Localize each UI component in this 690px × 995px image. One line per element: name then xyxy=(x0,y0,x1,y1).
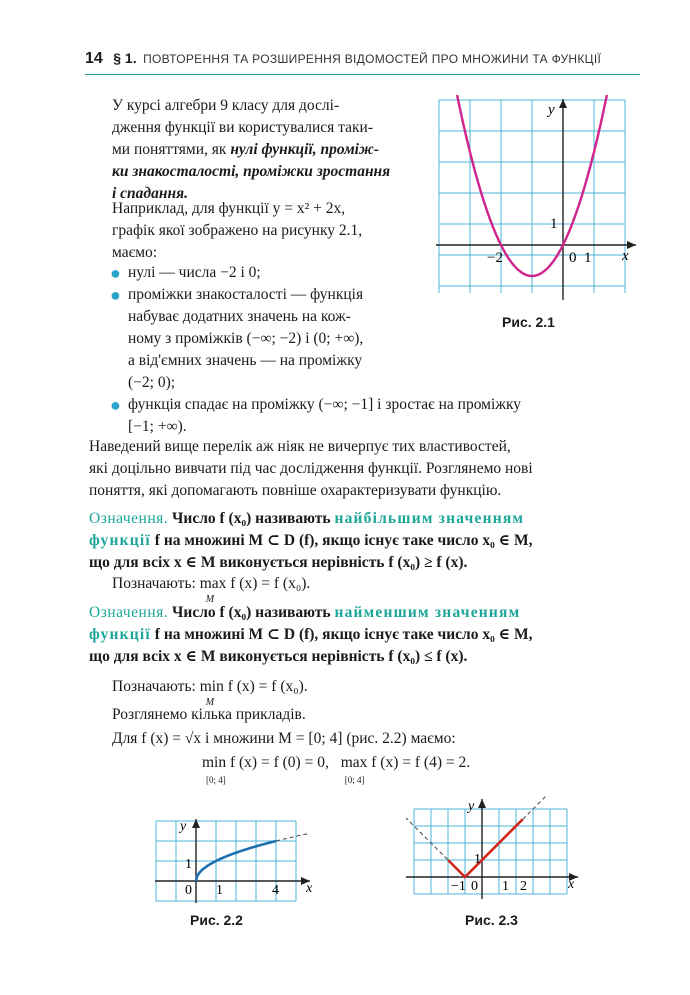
tick-label-y1: 1 xyxy=(474,852,481,867)
bullet-item-monotonic xyxy=(110,394,638,438)
examples-formulas xyxy=(202,752,632,785)
axes xyxy=(436,99,636,300)
bullet-text: ному з проміжків (−∞; −2) і (0; +∞), xyxy=(128,330,364,347)
bullet-text: (−2; 0); xyxy=(128,374,176,391)
bullet-icon: ● xyxy=(110,263,121,283)
tick-label-x1: 1 xyxy=(584,250,592,266)
formula-text: max f (x) = f (4) = 2. xyxy=(340,754,471,771)
bullet-item-zeros xyxy=(110,262,428,284)
notation-min xyxy=(112,676,512,708)
definition-label: Означення. xyxy=(89,510,169,527)
definition-min xyxy=(89,602,639,668)
y-axis-arrow xyxy=(478,799,486,808)
formula-subscript: [0; 4] xyxy=(206,775,226,785)
formula-subscript: M xyxy=(205,594,215,605)
text-line xyxy=(89,624,639,646)
tick-label-origin: 0 xyxy=(471,879,478,894)
text-line: Наприклад, для функції y = x² + 2x, xyxy=(112,200,346,217)
text-line xyxy=(89,530,639,552)
example-paragraph xyxy=(112,198,420,264)
text-span: ми поняттями, як xyxy=(112,141,231,158)
y-axis-label: y xyxy=(548,102,555,118)
text-span: Число f (x₀) називають xyxy=(168,510,335,527)
tick-label-x1: 1 xyxy=(502,879,509,894)
min-formula xyxy=(202,754,329,785)
tick-label-y1: 1 xyxy=(185,857,192,872)
bullet-icon: ● xyxy=(110,285,121,305)
tick-label-neg1: −1 xyxy=(451,879,466,894)
paragraph-2 xyxy=(89,436,639,502)
formula-subscript: M xyxy=(205,697,215,708)
text-line xyxy=(112,139,420,161)
grid xyxy=(439,100,625,293)
tick-label-x2: 2 xyxy=(520,879,527,894)
text-line: У курсі алгебри 9 класу для дослі- xyxy=(112,97,340,114)
text-line: що для всіх x ∈ M виконується нерівність f (x₀) ≥ f (x). xyxy=(89,554,468,571)
page-number: 14 xyxy=(85,50,103,67)
formula-subscript: [0; 4] xyxy=(344,775,365,785)
tick-label-x4: 4 xyxy=(272,883,279,898)
bullet-text: функція спадає на проміжку (−∞; −1] і зростає на проміжку xyxy=(128,396,522,413)
text-line: дження функції ви користувалися таки- xyxy=(112,119,373,136)
text-line: що для всіх x ∈ M виконується нерівність f (x₀) ≤ f (x). xyxy=(89,648,468,665)
text-line: поняття, які допомагають повніше охарактеризувати функцію. xyxy=(89,482,502,499)
text-line: маємо: xyxy=(112,244,158,261)
figure-2-2 xyxy=(155,815,320,905)
text-line xyxy=(89,508,639,530)
text-line: які доцільно вивчати під час дослідження функції. Розглянемо нові xyxy=(89,460,533,477)
examples-intro: Розглянемо кілька прикладів. xyxy=(112,706,306,723)
term-span: нулі функції, проміж- xyxy=(230,141,379,158)
y-axis-label: y xyxy=(468,799,475,814)
text-line: графік якої зображено на рисунку 2.1, xyxy=(112,222,363,239)
notation-label: Позначають: xyxy=(112,678,196,695)
section-number: § 1. xyxy=(113,50,137,66)
term-span: найбільшим значенням xyxy=(334,510,525,527)
abs-curve xyxy=(448,819,523,877)
tick-label-origin: 0 xyxy=(185,883,192,898)
figure-2-3 xyxy=(406,795,586,900)
header-rule xyxy=(85,74,640,75)
tick-label-x1: 1 xyxy=(216,883,223,898)
abs-curve-extension xyxy=(406,795,552,860)
examples-line: Для f (x) = √x і множини M = [0; 4] (рис. 2.2) маємо: xyxy=(112,730,456,747)
y-axis-label: y xyxy=(180,819,187,834)
y-axis-arrow xyxy=(192,819,200,828)
definition-max xyxy=(89,508,639,574)
x-axis-label: x xyxy=(568,877,575,892)
notation-formula xyxy=(199,575,311,605)
formula-text: max f (x) = f (x₀). xyxy=(199,575,311,592)
figure-2-1 xyxy=(436,95,640,330)
text-line xyxy=(89,602,639,624)
definition-label: Означення. xyxy=(89,604,169,621)
bullet-text: нулі — числа −2 і 0; xyxy=(128,264,261,281)
term-span: найменшим значенням xyxy=(334,604,521,621)
bullet-text: [−1; +∞). xyxy=(128,418,187,435)
sqrt-curve-extension xyxy=(276,834,308,841)
term-line: ки знакосталості, проміжки зростання xyxy=(112,163,391,180)
text-span: Число f (x₀) називають xyxy=(168,604,335,621)
section-title: ПОВТОРЕННЯ ТА РОЗШИРЕННЯ ВІДОМОСТЕЙ ПРО МНОЖИНИ ТА ФУНКЦІЇ xyxy=(143,52,602,66)
text-span: f на множині M ⊂ D (f), якщо існує таке число x₀ ∈ M, xyxy=(150,626,533,643)
notation-label: Позначають: xyxy=(112,575,196,592)
page-header xyxy=(85,50,640,74)
term-span: функції xyxy=(89,626,151,643)
bullet-text: набуває додатних значень на кож- xyxy=(128,308,351,325)
tick-label-y1: 1 xyxy=(550,216,558,232)
tick-label-origin: 0 xyxy=(569,250,577,266)
tick-label-neg2: −2 xyxy=(487,250,503,266)
text-span: f на множині M ⊂ D (f), якщо існує таке число x₀ ∈ M, xyxy=(150,532,533,549)
term-line: і спадання. xyxy=(112,185,188,202)
intro-paragraph xyxy=(112,95,420,205)
formula-text: min f (x) = f (x₀). xyxy=(199,678,308,695)
formula-text: min f (x) = f (0) = 0, xyxy=(202,754,329,771)
term-span: функції xyxy=(89,532,151,549)
max-formula xyxy=(340,754,471,785)
notation-formula xyxy=(199,678,308,708)
bullet-item-sign xyxy=(110,284,420,394)
notation-max xyxy=(112,573,512,605)
bullet-text: а від'ємних значень — на проміжку xyxy=(128,352,363,369)
x-axis-label: x xyxy=(622,248,629,264)
bullet-text: проміжки знакосталості — функція xyxy=(128,286,364,303)
figure-2-3-caption: Рис. 2.3 xyxy=(465,912,518,928)
x-axis-label: x xyxy=(306,881,313,896)
figure-2-1-caption: Рис. 2.1 xyxy=(502,314,555,330)
figure-2-2-caption: Рис. 2.2 xyxy=(190,912,243,928)
bullet-icon: ● xyxy=(110,395,121,415)
text-line: Наведений вище перелік аж ніяк не вичерпує тих властивостей, xyxy=(89,438,511,455)
